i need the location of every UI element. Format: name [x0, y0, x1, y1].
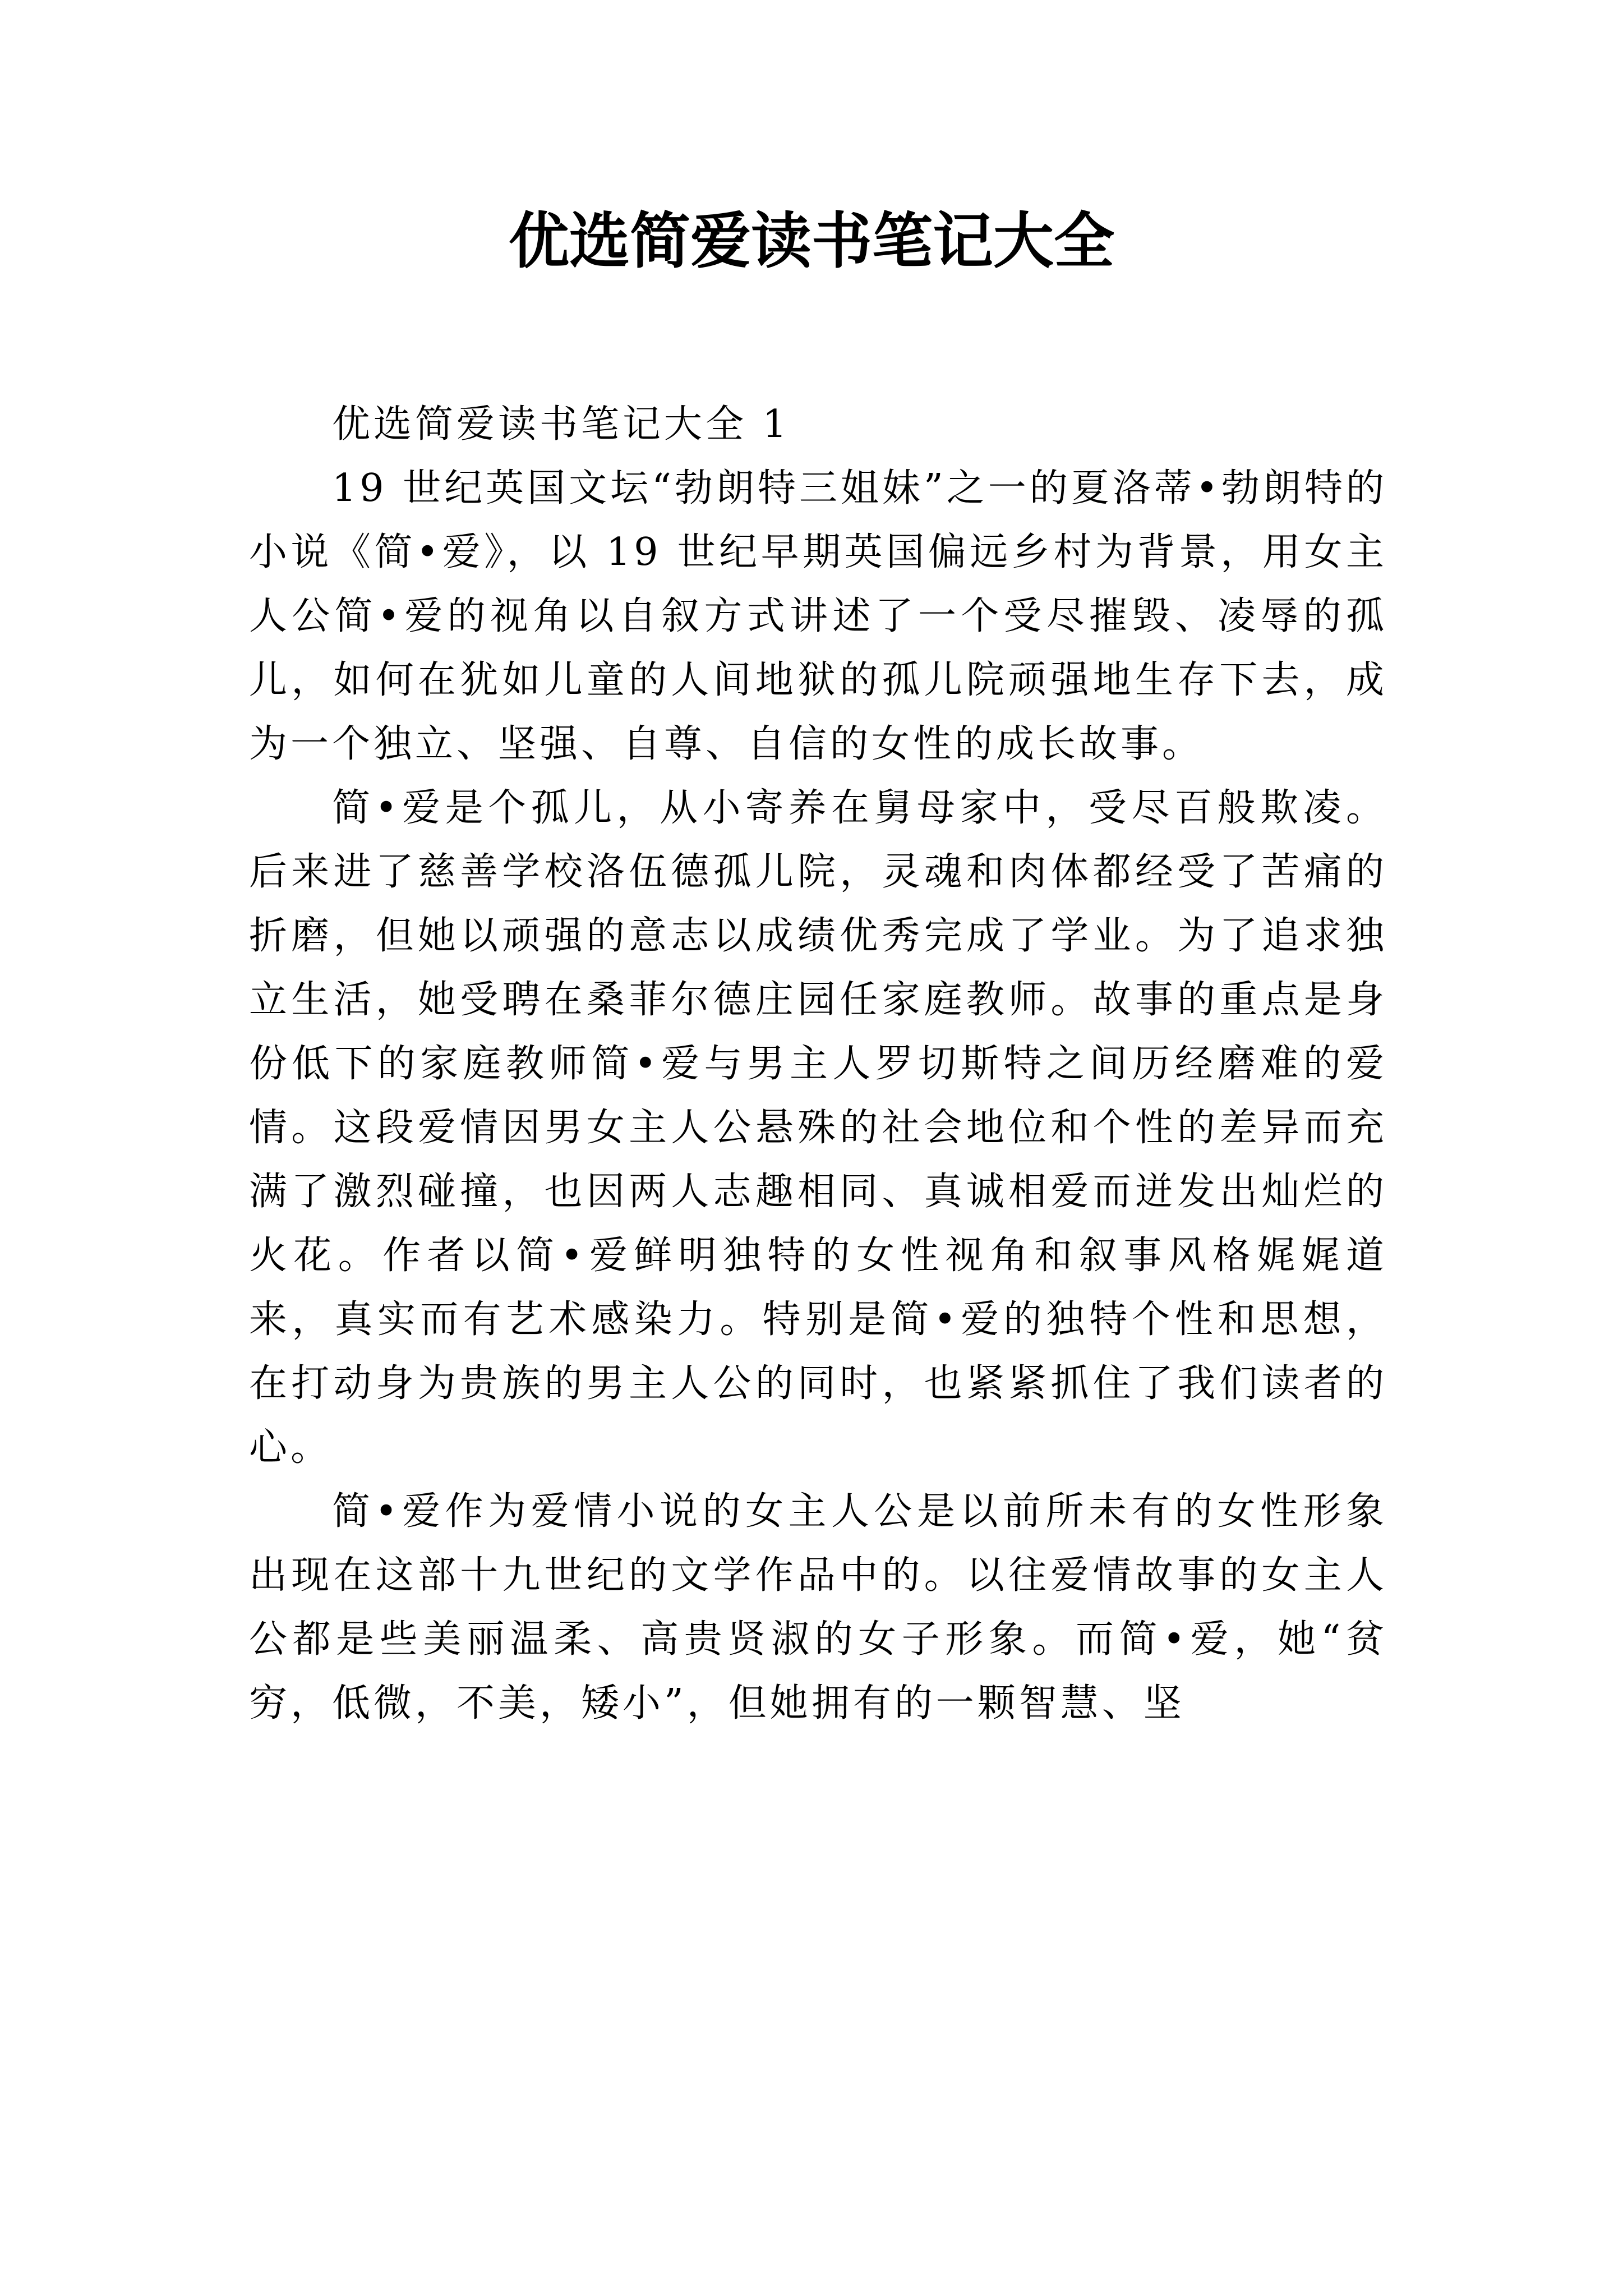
paragraph-3: 简•爱作为爱情小说的女主人公是以前所未有的女性形象出现在这部十九世纪的文学作品中的。以往爱情故事的女主人公都是些美丽温柔、高贵贤淑的女子形象。而简•爱，她“贫穷，低微，不美，矮小”，但她拥有的一颗智慧、坚: [249, 1489, 1387, 1726]
paragraph-1: 19 世纪英国文坛“勃朗特三姐妹”之一的夏洛蒂•勃朗特的小说《简•爱》，以 19 世纪早期英国偏远乡村为背景，用女主人公简•爱的视角以自叙方式讲述了一个受尽摧毁、凌辱的孤儿，如何在犹如儿童的人间地狱的孤儿院顽强地生存下去，成为一个独立、坚强、自尊、自信的女性的成长故事。: [249, 466, 1387, 766]
document-body: [249, 393, 1387, 1736]
document-title: 优选简爱读书笔记大全: [508, 206, 1114, 277]
paragraph-2: 简•爱是个孤儿，从小寄养在舅母家中，受尽百般欺凌。后来进了慈善学校洛伍德孤儿院，灵魂和肉体都经受了苦痛的折磨，但她以顽强的意志以成绩优秀完成了学业。为了追求独立生活，她受聘在桑菲尔德庄园任家庭教师。故事的重点是身份低下的家庭教师简•爱与男主人罗切斯特之间历经磨难的爱情。这段爱情因男女主人公悬殊的社会地位和个性的差异而充满了激烈碰撞，也因两人志趣相同、真诚相爱而迸发出灿烂的火花。作者以简•爱鲜明独特的女性视角和叙事风格娓娓道来，真实而有艺术感染力。特别是简•爱的独特个性和思想，在打动身为贵族的男主人公的同时，也紧紧抓住了我们读者的心。: [249, 786, 1387, 1470]
section-heading: 优选简爱读书笔记大全 1: [332, 402, 790, 447]
